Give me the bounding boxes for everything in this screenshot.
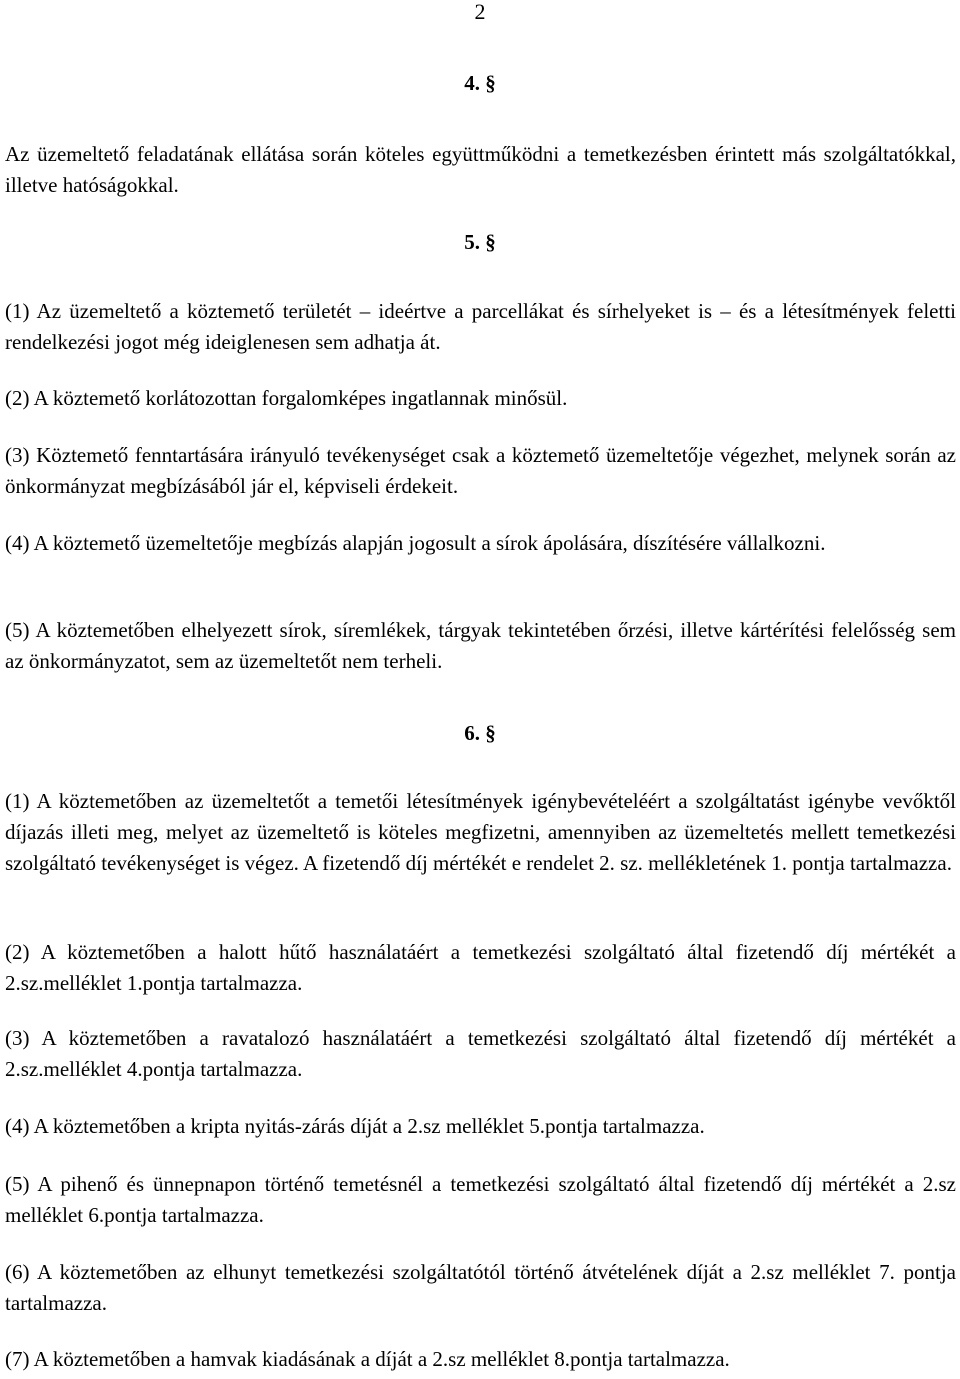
- paragraph: (2) A köztemető korlátozottan forgalomképes ingatlannak minősül.: [5, 386, 568, 410]
- section-heading-4: 4. §: [464, 71, 496, 95]
- paragraph: (3) Köztemető fenntartására irányuló tevékenységet csak a köztemető üzemeltetője végezhet, melynek során az önkormányzat megbízásából jár el, képviseli érdekeit.: [5, 443, 956, 498]
- section-heading-6: 6. §: [464, 721, 496, 745]
- paragraph: (1) Az üzemeltető a köztemető területét – ideértve a parcellákat és sírhelyeket is – és a létesítmények feletti rendelkezési jogot még ideiglenesen sem adhatja át.: [5, 299, 956, 354]
- paragraph: (4) A köztemető üzemeltetője megbízás alapján jogosult a sírok ápolására, díszítésére vállalkozni.: [5, 531, 826, 555]
- paragraph: (5) A pihenő és ünnepnapon történő temetésnél a temetkezési szolgáltató által fizetendő díj mértékét a 2.sz melléklet 6.pontja tartalmazza.: [5, 1172, 956, 1227]
- paragraph: (3) A köztemetőben a ravatalozó használatáért a temetkezési szolgáltató által fizetendő díj mértékét a 2.sz.melléklet 4.pontja tartalmazza.: [5, 1026, 956, 1081]
- paragraph: (1) A köztemetőben az üzemeltetőt a temetői létesítmények igénybevételéért a szolgáltatást igénybe vevőktől díjazás illeti meg, melyet az üzemeltető is köteles megfizetni, amennyiben az üzemeltetés mellett temetkezési szolgáltató tevékenységet is végez. A fizetendő díj mértékét e rendelet 2. sz. mellékletének 1. pontja tartalmazza.: [5, 789, 956, 875]
- paragraph: (7) A köztemetőben a hamvak kiadásának a díját a 2.sz melléklet 8.pontja tartalmazza.: [5, 1347, 730, 1371]
- paragraph: (4) A köztemetőben a kripta nyitás-zárás díját a 2.sz melléklet 5.pontja tartalmazza.: [5, 1114, 705, 1138]
- paragraph: Az üzemeltető feladatának ellátása során köteles együttműködni a temetkezésben érintett más szolgáltatókkal, illetve hatóságokkal.: [5, 142, 956, 197]
- paragraph: (6) A köztemetőben az elhunyt temetkezési szolgáltatótól történő átvételének díját a 2.sz melléklet 7. pontja tartalmazza.: [5, 1260, 956, 1315]
- paragraph: (2) A köztemetőben a halott hűtő használatáért a temetkezési szolgáltató által fizetendő díj mértékét a 2.sz.melléklet 1.pontja tartalmazza.: [5, 940, 956, 995]
- paragraph: (5) A köztemetőben elhelyezett sírok, síremlékek, tárgyak tekintetében őrzési, illetve kártérítési felelősség sem az önkormányzatot, sem az üzemeltetőt nem terheli.: [5, 618, 956, 673]
- page-number: 2: [474, 0, 486, 24]
- section-heading-5: 5. §: [464, 230, 496, 254]
